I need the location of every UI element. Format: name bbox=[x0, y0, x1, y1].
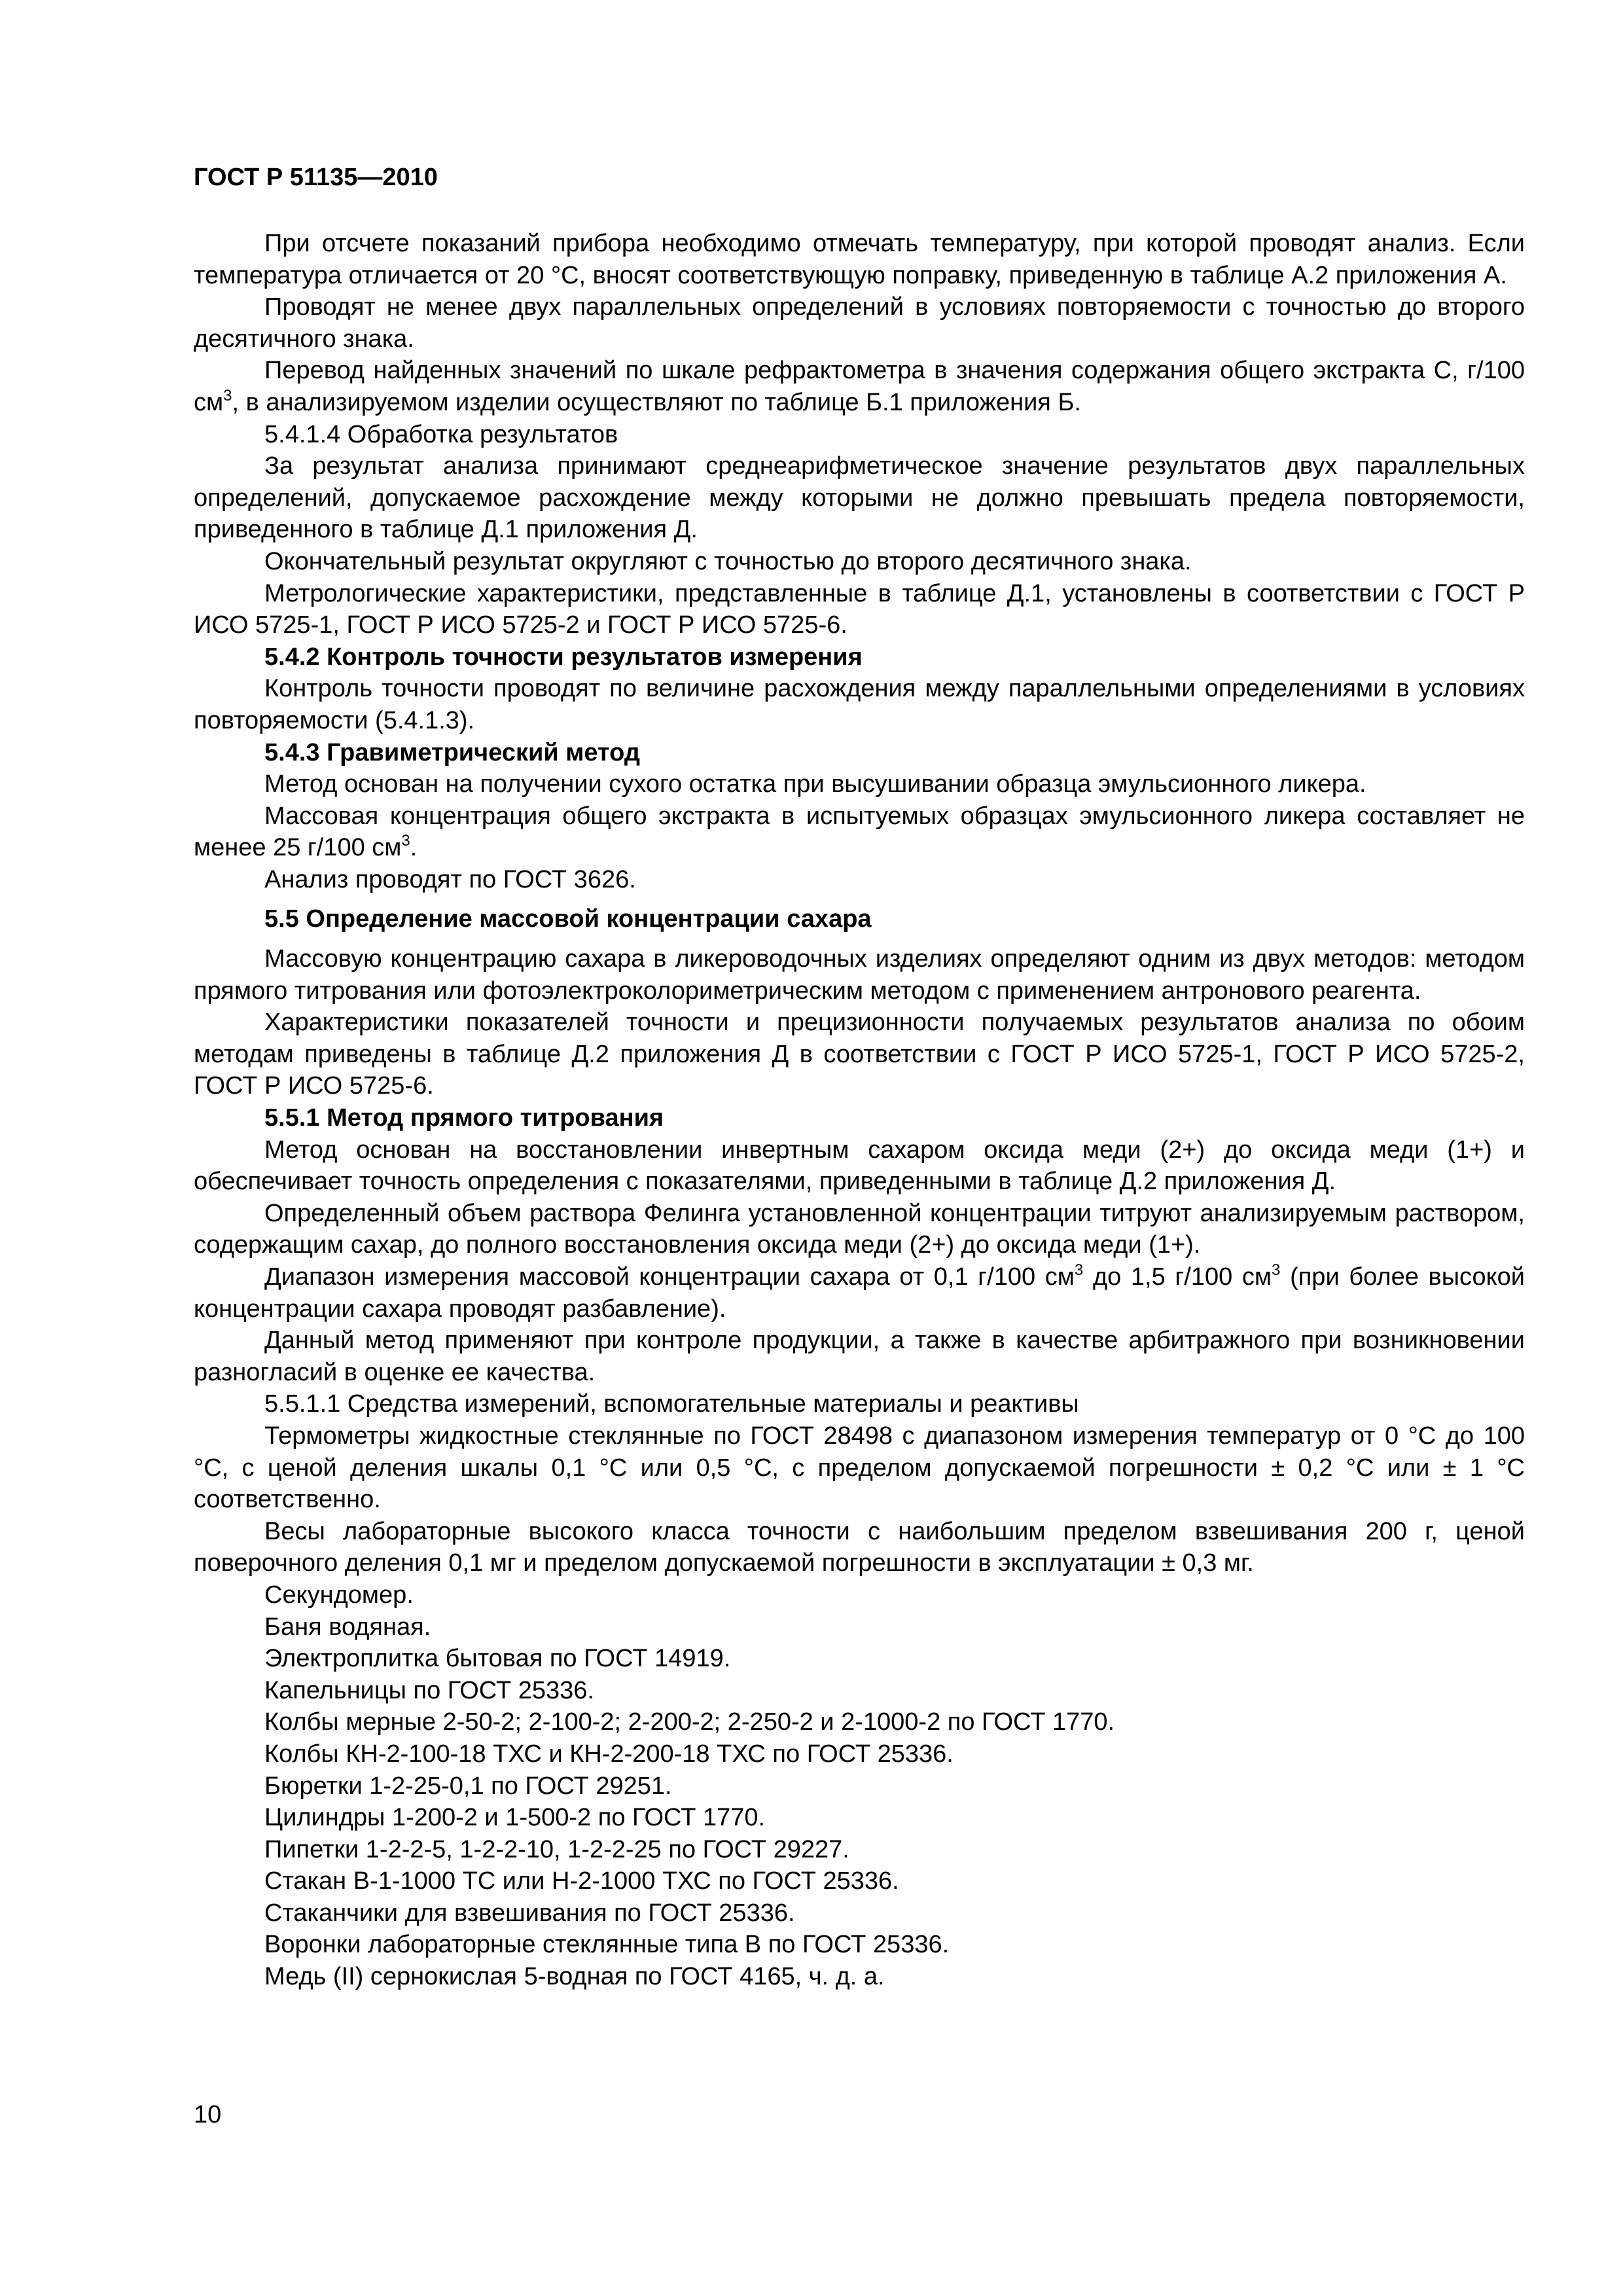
section-heading: 5.4.3 Гравиметрический метод bbox=[264, 738, 640, 766]
list-item: Пипетки 1-2-2-5, 1-2-2-10, 1-2-2-25 по ГОСТ 29227. bbox=[264, 1835, 849, 1863]
paragraph bbox=[194, 1261, 1525, 1325]
text-run: до 1,5 г/100 см bbox=[1083, 1263, 1272, 1291]
superscript: 3 bbox=[223, 386, 232, 404]
paragraph: За результат анализа принимают среднеарифметическое значение результатов двух параллельных определений, допускаемое расхождение между которыми не должно превышать предела повторяемости, приведенного в таблице Д.1 приложения Д. bbox=[194, 452, 1525, 544]
paragraph: Окончательный результат округляют с точностью до второго десятичного знака. bbox=[264, 547, 1192, 575]
paragraph: Данный метод применяют при контроле продукции, а также в качестве арбитражного при возникновении разногласий в оценке ее качества. bbox=[194, 1327, 1525, 1386]
paragraph bbox=[194, 355, 1525, 418]
paragraph: Метрологические характеристики, представленные в таблице Д.1, установлены в соответствии с ГОСТ Р ИСО 5725-1, ГОСТ Р ИСО 5725-2 и ГОСТ Р ИСО 5725-6. bbox=[194, 579, 1525, 639]
list-item: Капельницы по ГОСТ 25336. bbox=[264, 1676, 594, 1704]
list-item: Баня водяная. bbox=[264, 1613, 431, 1641]
list-item: Стаканчики для взвешивания по ГОСТ 25336. bbox=[264, 1899, 795, 1927]
list-item: Воронки лабораторные стеклянные типа В по ГОСТ 25336. bbox=[264, 1931, 950, 1959]
text-run: . bbox=[410, 834, 418, 862]
section-heading: 5.5 Определение массовой концентрации сахара bbox=[264, 905, 872, 933]
paragraph bbox=[194, 800, 1525, 864]
paragraph: Термометры жидкостные стеклянные по ГОСТ 28498 с диапазоном измерения температур от 0 °С до 100 °С, с ценой деления шкалы 0,1 °С или 0,5 °С, с пределом допускаемой погрешности ± 0,2 °С или ± 1 °С соответственно. bbox=[194, 1422, 1525, 1514]
paragraph: Характеристики показателей точности и прецизионности получаемых результатов анализа по обоим методам приведены в таблице Д.2 приложения Д в соответствии с ГОСТ Р ИСО 5725-1, ГОСТ Р ИСО 5725-2, ГОСТ Р ИСО 5725-6. bbox=[194, 1009, 1525, 1100]
text-run: Массовая концентрация общего экстракта в испытуемых образцах эмульсионного ликера составляет не менее 25 г/100 см bbox=[194, 802, 1525, 862]
list-item: Стакан В-1-1000 ТС или Н-2-1000 ТХС по ГОСТ 25336. bbox=[264, 1867, 899, 1895]
paragraph: Метод основан на восстановлении инвертным сахаром оксида меди (2+) до оксида меди (1+) и обеспечивает точность определения с показателями, приведенными в таблице Д.2 приложения Д. bbox=[194, 1136, 1525, 1196]
paragraph: Весы лабораторные высокого класса точности с наибольшим пределом взвешивания 200 г, ценой поверочного деления 0,1 мг и пределом допускаемой погрешности в эксплуатации ± 0,3 мг. bbox=[194, 1517, 1525, 1577]
section-heading: 5.5.1 Метод прямого титрования bbox=[264, 1104, 664, 1132]
text-run: Перевод найденных значений по шкале рефрактометра в значения содержания общего экстракта С, г/100 см bbox=[194, 357, 1525, 416]
section-heading: 5.4.2 Контроль точности результатов измерения bbox=[264, 643, 863, 671]
list-item: Электроплитка бытовая по ГОСТ 14919. bbox=[264, 1645, 731, 1673]
paragraph: Анализ проводят по ГОСТ 3626. bbox=[264, 865, 636, 893]
superscript: 3 bbox=[401, 832, 410, 850]
document-header-title: ГОСТ Р 51135—2010 bbox=[194, 164, 438, 191]
paragraph: Массовую концентрацию сахара в ликероводочных изделиях определяют одним из двух методов: методом прямого титрования или фотоэлектроколориметрическим методом с применением антронового реагента. bbox=[194, 945, 1525, 1005]
page-number: 10 bbox=[194, 2101, 222, 2128]
paragraph: Метод основан на получении сухого остатка при высушивании образца эмульсионного ликера. bbox=[264, 770, 1366, 798]
list-item: Колбы мерные 2-50-2; 2-100-2; 2-200-2; 2-250-2 и 2-1000-2 по ГОСТ 1770. bbox=[264, 1708, 1115, 1736]
text-run: (при более высокой концентрации сахара проводят разбавление). bbox=[194, 1263, 1525, 1323]
paragraph: Контроль точности проводят по величине расхождения между параллельными определениями в условиях повторяемости (5.4.1.3). bbox=[194, 675, 1525, 734]
list-item: Бюретки 1-2-25-0,1 по ГОСТ 29251. bbox=[264, 1772, 672, 1800]
superscript: 3 bbox=[1272, 1261, 1281, 1279]
list-item: Медь (II) сернокислая 5-водная по ГОСТ 4165, ч. д. а. bbox=[264, 1963, 885, 1991]
list-item: Секундомер. bbox=[264, 1581, 414, 1609]
text-run: Диапазон измерения массовой концентрации сахара от 0,1 г/100 см bbox=[264, 1263, 1075, 1291]
document-body bbox=[194, 228, 1525, 1993]
clause-heading: 5.4.1.4 Обработка результатов bbox=[264, 420, 618, 448]
clause-heading: 5.5.1.1 Средства измерений, вспомогательные материалы и реактивы bbox=[264, 1390, 1079, 1418]
paragraph: Проводят не менее двух параллельных определений в условиях повторяемости с точностью до второго десятичного знака. bbox=[194, 293, 1525, 353]
paragraph: При отсчете показаний прибора необходимо отмечать температуру, при которой проводят анализ. Если температура отличается от 20 °С, вносят соответствующую поправку, приведенную в таблице А.2 приложения А. bbox=[194, 230, 1525, 289]
superscript: 3 bbox=[1074, 1261, 1084, 1279]
text-run: , в анализируемом изделии осуществляют по таблице Б.1 приложения Б. bbox=[232, 388, 1081, 416]
paragraph: Определенный объем раствора Фелинга установленной концентрации титруют анализируемым раствором, содержащим сахар, до полного восстановления оксида меди (2+) до оксида меди (1+). bbox=[194, 1199, 1525, 1259]
list-item: Цилиндры 1-200-2 и 1-500-2 по ГОСТ 1770. bbox=[264, 1804, 766, 1832]
list-item: Колбы КН-2-100-18 ТХС и КН-2-200-18 ТХС по ГОСТ 25336. bbox=[264, 1740, 954, 1768]
